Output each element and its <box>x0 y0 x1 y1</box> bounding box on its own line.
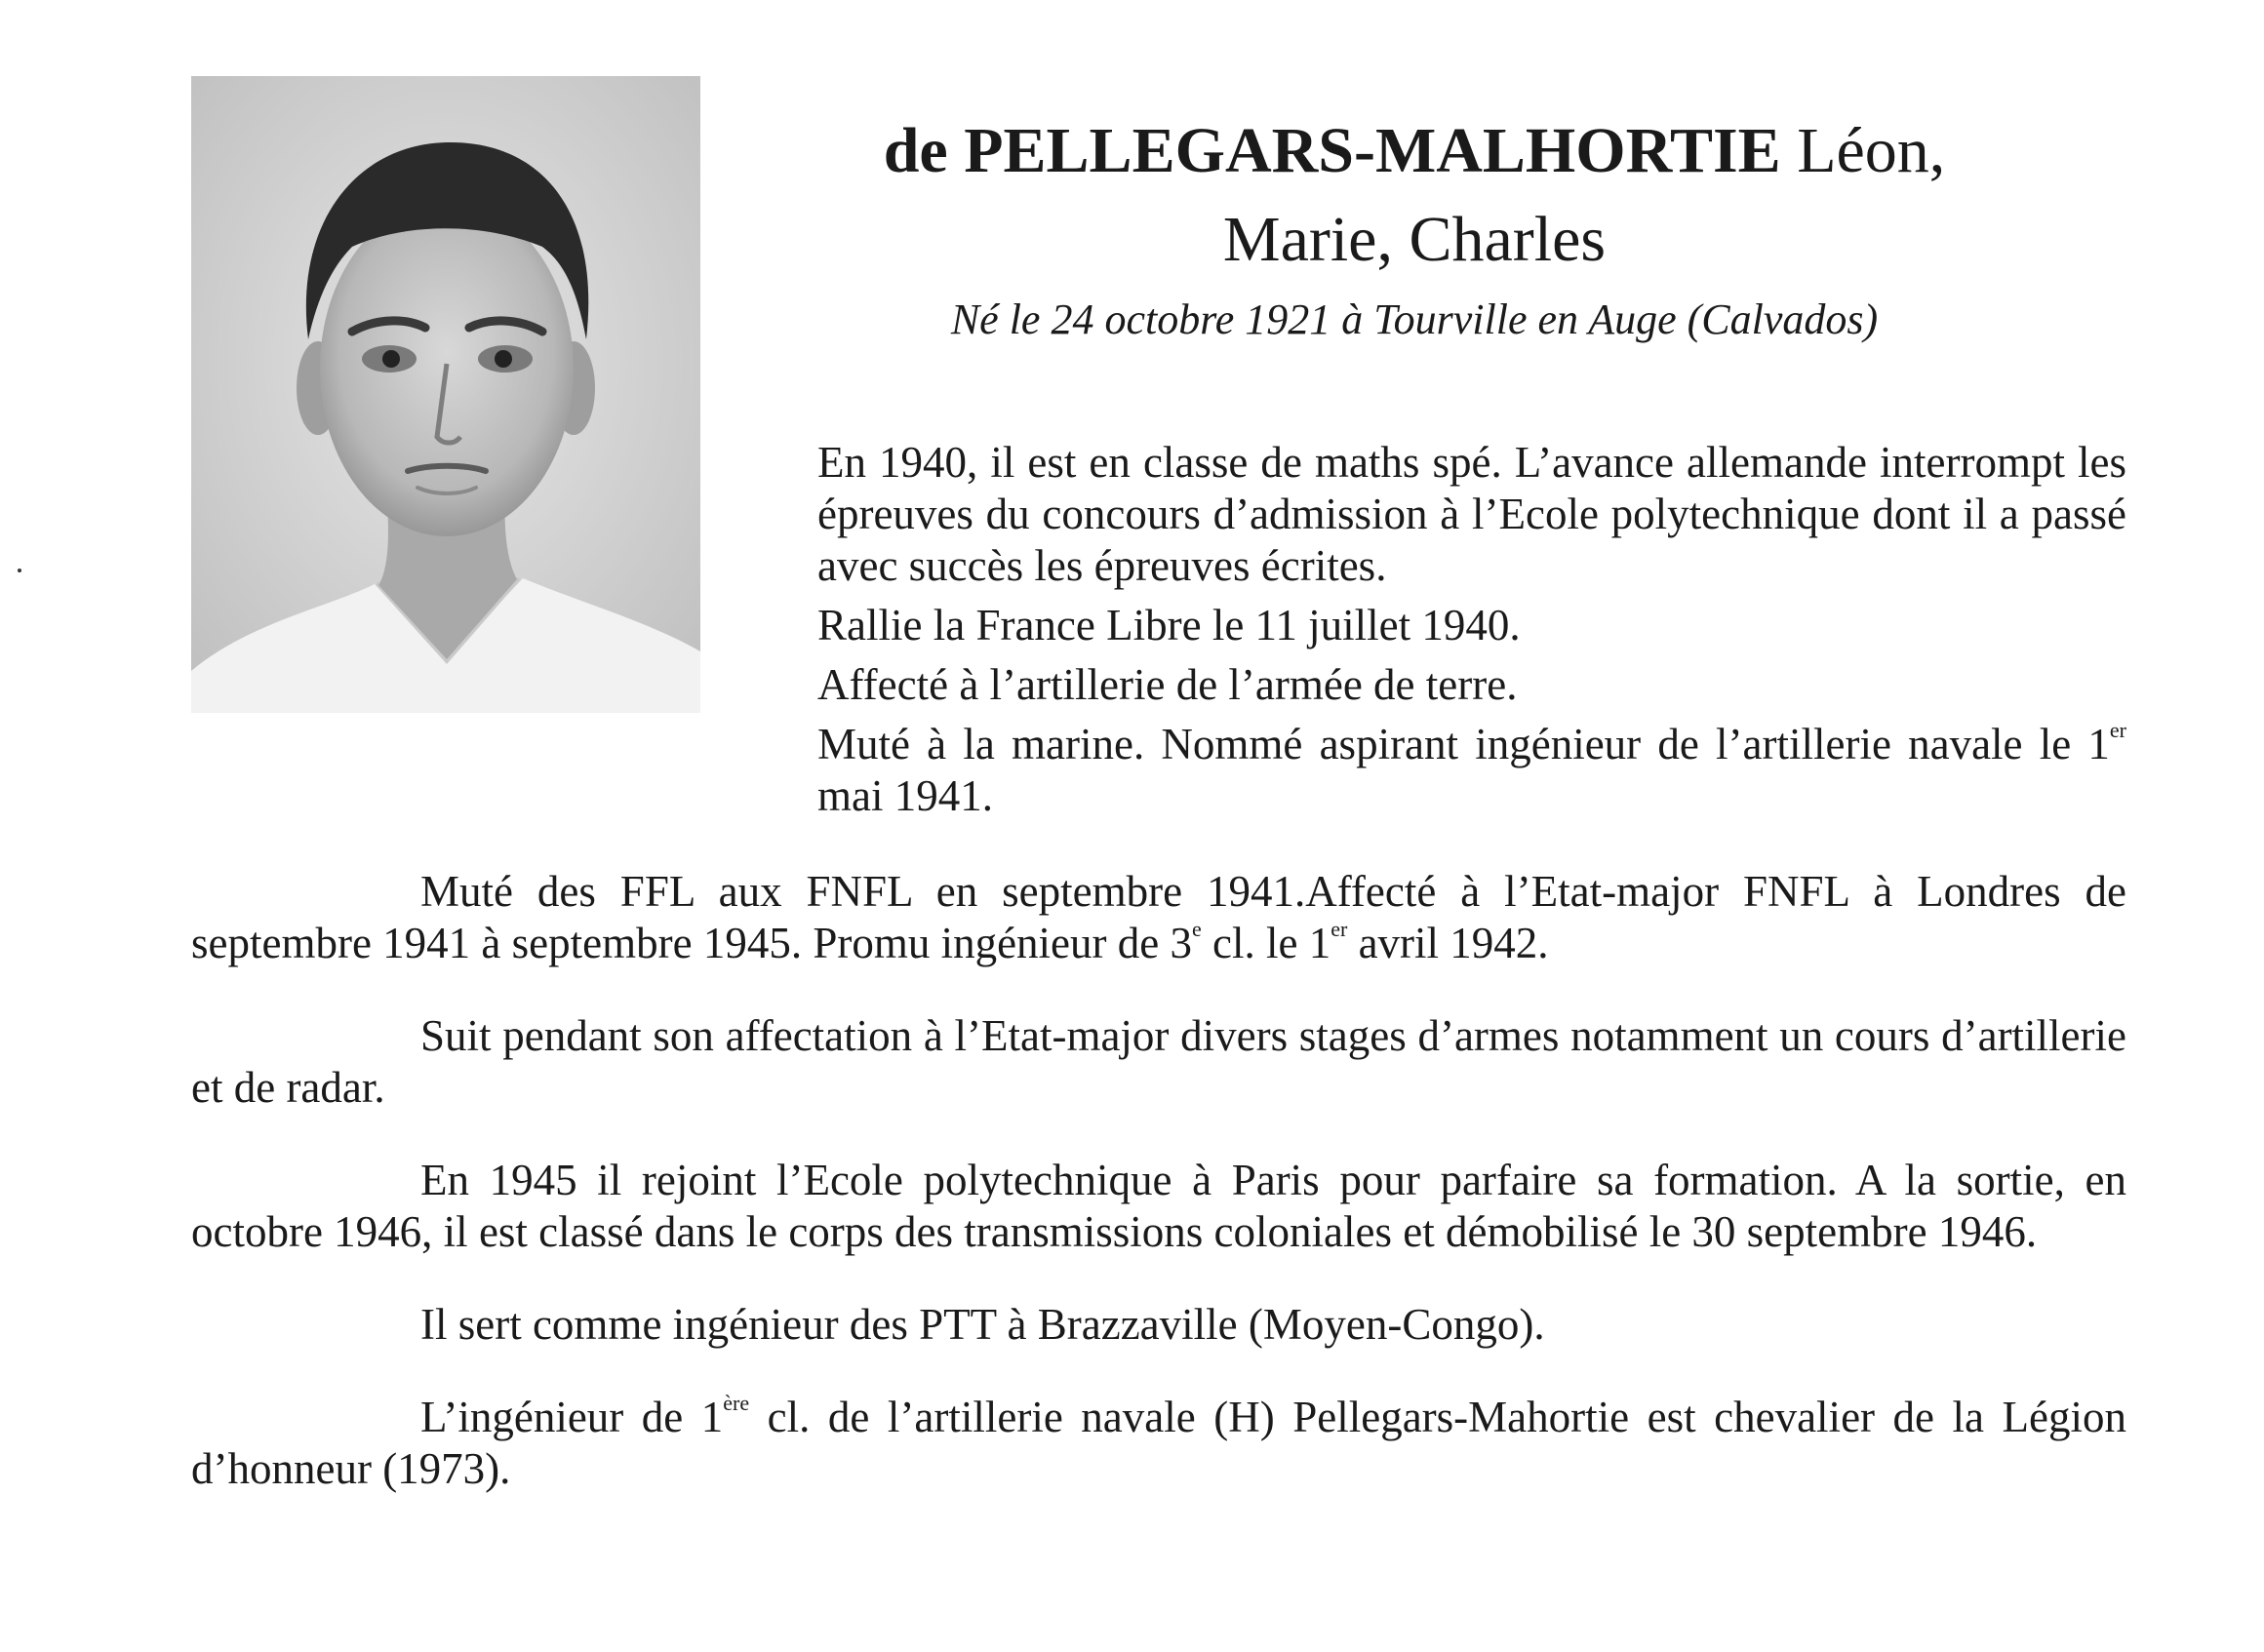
stray-dot <box>18 569 21 572</box>
heading <box>741 105 2087 349</box>
intro-paragraph-4-text: Muté à la marine. Nommé aspirant ingénieur de l’artillerie navale le 1 <box>817 720 2110 768</box>
body-paragraph-2: Suit pendant son affectation à l’Etat-major divers stages d’armes notamment un cours d’artillerie et de radar. <box>191 1011 2126 1112</box>
body-paragraph-5-text-end: cl. de l’artillerie navale (H) Pellegars-Mahortie est chevalier de la Légion d’honneur (1973). <box>191 1393 2126 1493</box>
body-paragraph-1 <box>191 866 2126 969</box>
intro-paragraph-4-text-end: mai 1941. <box>817 771 993 820</box>
intro-paragraph-2: Rallie la France Libre le 11 juillet 1940. <box>817 601 1521 649</box>
body-paragraph-4: Il sert comme ingénieur des PTT à Brazzaville (Moyen-Congo). <box>420 1300 1545 1349</box>
body-paragraph-1-text: Muté des FFL aux FNFL en septembre 1941.Affecté à l’Etat-major FNFL à Londres de septembre 1941 à septembre 1945. Promu ingénieur de 3 <box>191 867 2126 967</box>
body-section <box>191 866 2126 1536</box>
portrait-photo-illustration <box>191 76 700 713</box>
superscript: e <box>1192 917 1202 941</box>
superscript: er <box>2109 718 2126 742</box>
given-name-rest: Marie, Charles <box>1222 204 1607 275</box>
person-name-line1 <box>741 105 2087 197</box>
birth-line: Né le 24 octobre 1921 à Tourville en Auge (Calvados) <box>950 295 1879 343</box>
intro-paragraph-3: Affecté à l’artillerie de l’armée de terre. <box>817 660 1518 709</box>
intro-section <box>817 437 2126 830</box>
superscript: ère <box>723 1391 750 1415</box>
portrait-photo <box>191 76 700 713</box>
surname: de PELLEGARS-MALHORTIE <box>883 115 1781 186</box>
body-paragraph-5-text: L’ingénieur de 1 <box>420 1393 724 1441</box>
body-paragraph-1-text-end: avril 1942. <box>1347 919 1549 967</box>
body-paragraph-3: En 1945 il rejoint l’Ecole polytechnique à Paris pour parfaire sa formation. A la sortie, en octobre 1946, il est classé dans le corps des transmissions coloniales et démobilisé le 30 septembre 1946. <box>191 1156 2126 1256</box>
body-paragraph-1-text-mid: cl. le 1 <box>1201 919 1331 967</box>
superscript: er <box>1331 917 1348 941</box>
body-paragraph-5 <box>191 1392 2126 1495</box>
given-name-first: Léon, <box>1797 115 1946 186</box>
intro-paragraph-1: En 1940, il est en classe de maths spé. L’avance allemande interrompt les épreuves du concours d’admission à l’Ecole polytechnique dont il a passé avec succès les épreuves écrites. <box>817 438 2126 590</box>
intro-paragraph-4 <box>817 719 2126 822</box>
